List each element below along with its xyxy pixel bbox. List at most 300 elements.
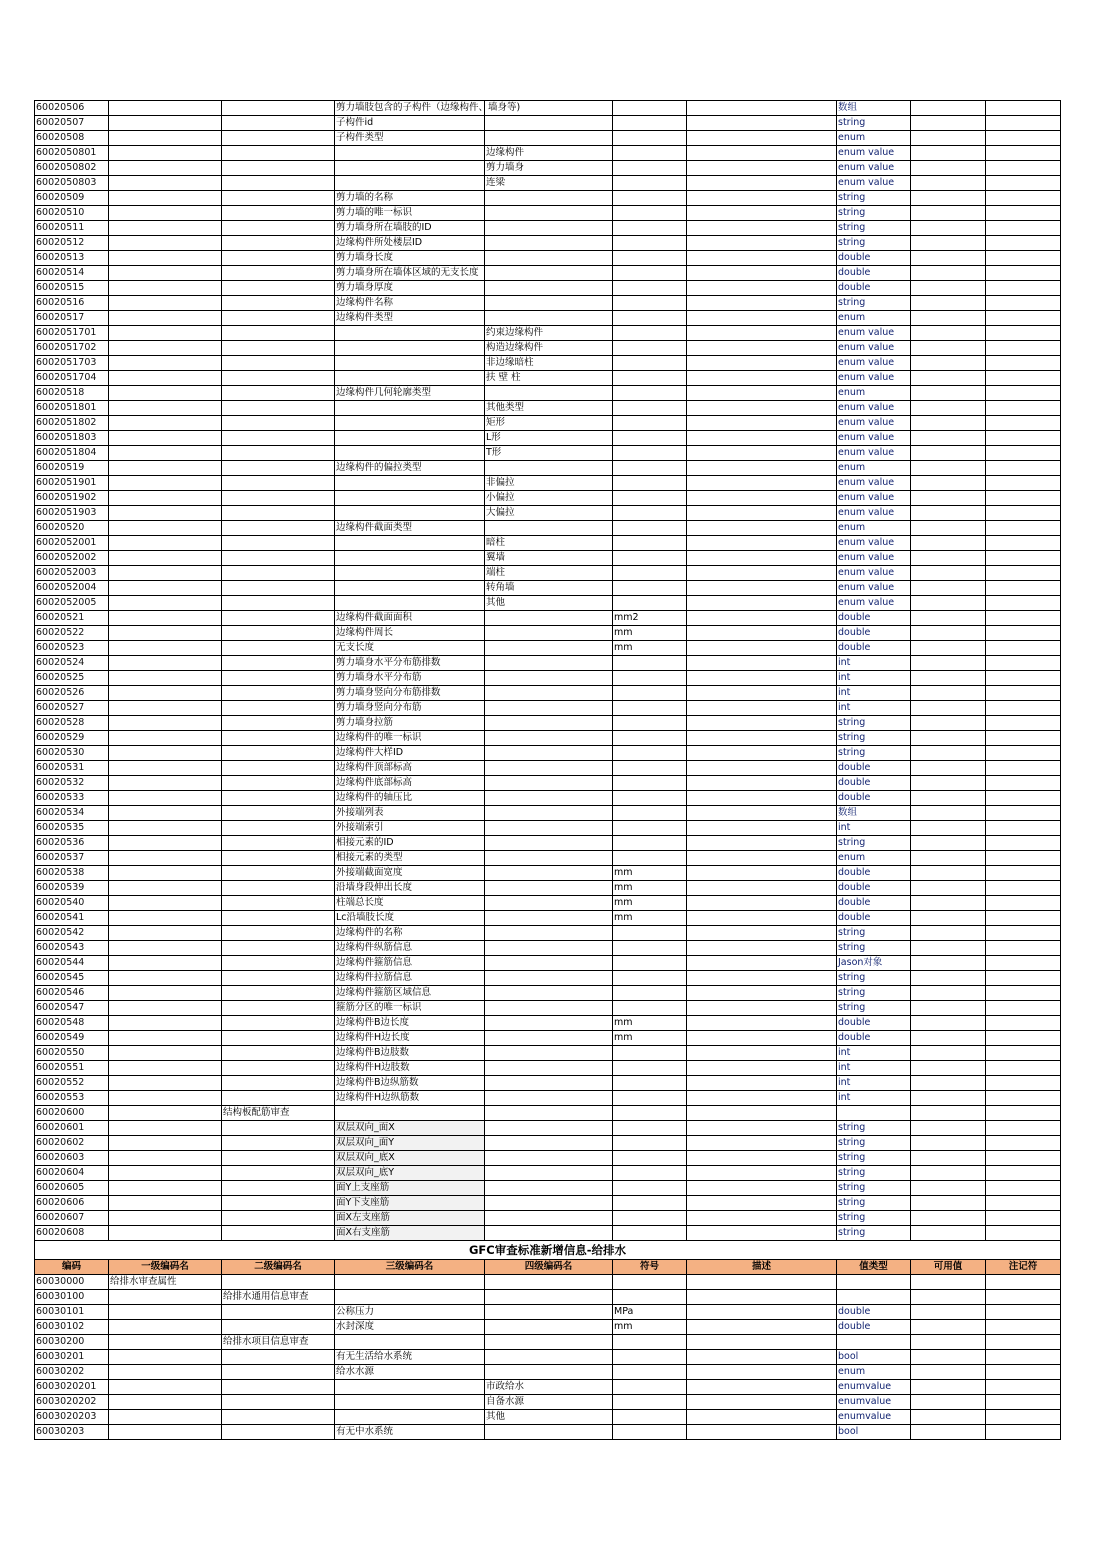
table-row	[35, 1166, 1061, 1181]
level2-cell	[222, 941, 335, 956]
table-row	[35, 266, 1061, 281]
level2-cell	[222, 191, 335, 206]
level2-cell	[222, 1031, 335, 1046]
level1-cell	[109, 1136, 222, 1151]
code-cell: 60020547	[35, 1001, 109, 1016]
value-type-cell	[837, 1275, 911, 1290]
symbol-cell	[613, 776, 687, 791]
available-value-cell	[911, 176, 986, 191]
value-type-cell: enum value	[837, 581, 911, 596]
available-value-cell	[911, 1106, 986, 1121]
level2-cell	[222, 416, 335, 431]
available-value-cell	[911, 1275, 986, 1290]
annotation-cell	[986, 1211, 1061, 1226]
level2-cell	[222, 956, 335, 971]
code-cell: 6002051701	[35, 326, 109, 341]
level3-cell: 边缘构件大样ID	[335, 746, 485, 761]
value-type-cell: int	[837, 1061, 911, 1076]
level1-cell	[109, 956, 222, 971]
annotation-cell	[986, 1365, 1061, 1380]
code-cell: 60020519	[35, 461, 109, 476]
description-cell	[687, 1380, 837, 1395]
description-cell	[687, 266, 837, 281]
level1-cell	[109, 776, 222, 791]
level3-cell	[335, 416, 485, 431]
table-row	[35, 116, 1061, 131]
table-row	[35, 686, 1061, 701]
annotation-cell	[986, 1305, 1061, 1320]
level2-cell	[222, 866, 335, 881]
code-cell: 6003020203	[35, 1410, 109, 1425]
level2-cell	[222, 221, 335, 236]
value-type-cell: string	[837, 941, 911, 956]
description-cell	[687, 1031, 837, 1046]
value-type-cell	[837, 1335, 911, 1350]
description-cell	[687, 1425, 837, 1440]
available-value-cell	[911, 1076, 986, 1091]
level3-cell	[335, 341, 485, 356]
level1-cell	[109, 176, 222, 191]
available-value-cell	[911, 791, 986, 806]
level1-cell	[109, 1001, 222, 1016]
level2-cell	[222, 881, 335, 896]
level4-cell	[485, 656, 613, 671]
description-cell	[687, 881, 837, 896]
description-cell	[687, 746, 837, 761]
symbol-cell	[613, 956, 687, 971]
table-row	[35, 536, 1061, 551]
level1-cell	[109, 371, 222, 386]
table-row	[35, 941, 1061, 956]
code-cell: 60020509	[35, 191, 109, 206]
table-row	[35, 491, 1061, 506]
available-value-cell	[911, 1365, 986, 1380]
value-type-cell: double	[837, 761, 911, 776]
annotation-cell	[986, 971, 1061, 986]
code-cell: 6002051702	[35, 341, 109, 356]
symbol-cell: mm	[613, 1016, 687, 1031]
level3-cell: 外接端列表	[335, 806, 485, 821]
level2-cell	[222, 746, 335, 761]
level3-cell: 边缘构件H边长度	[335, 1031, 485, 1046]
symbol-cell	[613, 596, 687, 611]
symbol-cell	[613, 386, 687, 401]
annotation-cell	[986, 281, 1061, 296]
symbol-cell	[613, 1061, 687, 1076]
level4-cell	[485, 941, 613, 956]
annotation-cell	[986, 1290, 1061, 1305]
table-row	[35, 611, 1061, 626]
table-row	[35, 776, 1061, 791]
table-row	[35, 1076, 1061, 1091]
annotation-cell	[986, 146, 1061, 161]
table-row	[35, 746, 1061, 761]
annotation-cell	[986, 521, 1061, 536]
value-type-cell: enum	[837, 311, 911, 326]
code-cell: 60020526	[35, 686, 109, 701]
code-cell: 60030202	[35, 1365, 109, 1380]
code-cell: 60020516	[35, 296, 109, 311]
level3-cell: 双层双向_面X	[335, 1121, 485, 1136]
description-cell	[687, 1106, 837, 1121]
level4-cell	[485, 281, 613, 296]
symbol-cell	[613, 926, 687, 941]
description-cell	[687, 296, 837, 311]
table-row	[35, 1320, 1061, 1335]
level4-cell	[485, 1121, 613, 1136]
symbol-cell	[613, 1076, 687, 1091]
table-row	[35, 1016, 1061, 1031]
level3-cell: 面X右支座筋	[335, 1226, 485, 1241]
table-row	[35, 1046, 1061, 1061]
value-type-cell: int	[837, 701, 911, 716]
available-value-cell	[911, 836, 986, 851]
code-cell: 6002052001	[35, 536, 109, 551]
value-type-cell: enum	[837, 1365, 911, 1380]
level3-cell: 面X左支座筋	[335, 1211, 485, 1226]
level3-cell	[335, 1275, 485, 1290]
level1-cell	[109, 386, 222, 401]
level2-cell	[222, 1091, 335, 1106]
level2-cell	[222, 731, 335, 746]
code-cell: 60020608	[35, 1226, 109, 1241]
level2-cell	[222, 506, 335, 521]
available-value-cell	[911, 941, 986, 956]
table-row	[35, 1275, 1061, 1290]
level4-cell: 非偏拉	[485, 476, 613, 491]
table-row	[35, 341, 1061, 356]
table-row	[35, 101, 1061, 116]
code-cell: 60020546	[35, 986, 109, 1001]
annotation-cell	[986, 866, 1061, 881]
annotation-cell	[986, 311, 1061, 326]
annotation-cell	[986, 761, 1061, 776]
table-row	[35, 641, 1061, 656]
level2-cell	[222, 1151, 335, 1166]
available-value-cell	[911, 236, 986, 251]
code-cell: 60020507	[35, 116, 109, 131]
level3-cell: 无支长度	[335, 641, 485, 656]
level3-cell	[335, 161, 485, 176]
symbol-cell	[613, 746, 687, 761]
level1-cell	[109, 401, 222, 416]
description-cell	[687, 1410, 837, 1425]
level2-cell	[222, 1181, 335, 1196]
value-type-cell: double	[837, 1305, 911, 1320]
annotation-cell	[986, 416, 1061, 431]
level4-cell	[485, 1305, 613, 1320]
description-cell	[687, 701, 837, 716]
level4-cell	[485, 821, 613, 836]
level3-cell: 边缘构件B边纵筋数	[335, 1076, 485, 1091]
description-cell	[687, 941, 837, 956]
level1-cell	[109, 1031, 222, 1046]
level3-cell	[335, 596, 485, 611]
symbol-cell	[613, 971, 687, 986]
annotation-cell	[986, 131, 1061, 146]
available-value-cell	[911, 821, 986, 836]
description-cell	[687, 1061, 837, 1076]
level2-cell	[222, 761, 335, 776]
annotation-cell	[986, 656, 1061, 671]
table-row	[35, 221, 1061, 236]
level4-cell: 扶 壁 柱	[485, 371, 613, 386]
available-value-cell	[911, 956, 986, 971]
code-cell: 6002051802	[35, 416, 109, 431]
description-cell	[687, 1365, 837, 1380]
level1-cell	[109, 1121, 222, 1136]
level1-cell	[109, 1226, 222, 1241]
value-type-cell: string	[837, 191, 911, 206]
table-row	[35, 1410, 1061, 1425]
level2-cell	[222, 1061, 335, 1076]
level1-cell	[109, 1380, 222, 1395]
level4-cell	[485, 116, 613, 131]
description-cell	[687, 911, 837, 926]
annotation-cell	[986, 446, 1061, 461]
level4-cell	[485, 1425, 613, 1440]
table-row	[35, 446, 1061, 461]
level1-cell	[109, 671, 222, 686]
description-cell	[687, 281, 837, 296]
spreadsheet-page	[34, 100, 1060, 1440]
level2-cell: 给排水通用信息审查	[222, 1290, 335, 1305]
available-value-cell	[911, 1001, 986, 1016]
symbol-cell	[613, 1425, 687, 1440]
code-cell: 6002051704	[35, 371, 109, 386]
level2-cell	[222, 611, 335, 626]
level2-cell	[222, 1076, 335, 1091]
value-type-cell: enum value	[837, 536, 911, 551]
table-row	[35, 551, 1061, 566]
symbol-cell	[613, 1380, 687, 1395]
symbol-cell	[613, 176, 687, 191]
level1-cell	[109, 1305, 222, 1320]
table-row	[35, 161, 1061, 176]
level2-cell	[222, 791, 335, 806]
table-row	[35, 1196, 1061, 1211]
level2-cell	[222, 1211, 335, 1226]
symbol-cell: MPa	[613, 1305, 687, 1320]
annotation-cell	[986, 1076, 1061, 1091]
level2-cell	[222, 1196, 335, 1211]
level3-cell: 面Y上支座筋	[335, 1181, 485, 1196]
annotation-cell	[986, 881, 1061, 896]
table-row	[35, 1091, 1061, 1106]
level2-cell	[222, 101, 335, 116]
annotation-cell	[986, 371, 1061, 386]
value-type-cell: double	[837, 266, 911, 281]
code-cell: 60020511	[35, 221, 109, 236]
symbol-cell	[613, 1365, 687, 1380]
level4-cell	[485, 1196, 613, 1211]
value-type-cell: string	[837, 236, 911, 251]
description-cell	[687, 926, 837, 941]
table-row	[35, 881, 1061, 896]
level2-cell	[222, 926, 335, 941]
code-cell: 60020525	[35, 671, 109, 686]
level3-cell: 边缘构件箍筋区域信息	[335, 986, 485, 1001]
table-row	[35, 431, 1061, 446]
description-cell	[687, 956, 837, 971]
description-cell	[687, 116, 837, 131]
table-row	[35, 1290, 1061, 1305]
level4-cell: 端柱	[485, 566, 613, 581]
level1-cell	[109, 1350, 222, 1365]
symbol-cell	[613, 311, 687, 326]
level1-cell	[109, 1365, 222, 1380]
available-value-cell	[911, 1196, 986, 1211]
value-type-cell: enum	[837, 131, 911, 146]
level3-cell: 剪力墙肢包含的子构件（边缘构件、墙身等)	[335, 101, 485, 116]
level1-cell	[109, 566, 222, 581]
code-cell: 60020541	[35, 911, 109, 926]
symbol-cell	[613, 461, 687, 476]
level3-cell: 边缘构件的轴压比	[335, 791, 485, 806]
symbol-cell	[613, 401, 687, 416]
code-cell: 60020551	[35, 1061, 109, 1076]
description-cell	[687, 596, 837, 611]
code-cell: 60020603	[35, 1151, 109, 1166]
level4-cell	[485, 896, 613, 911]
header-row	[35, 1260, 1061, 1275]
level2-cell	[222, 1395, 335, 1410]
annotation-cell	[986, 941, 1061, 956]
symbol-cell: mm2	[613, 611, 687, 626]
level1-cell	[109, 896, 222, 911]
code-cell: 60020548	[35, 1016, 109, 1031]
available-value-cell	[911, 596, 986, 611]
table-row	[35, 146, 1061, 161]
available-value-cell	[911, 386, 986, 401]
code-cell: 60020514	[35, 266, 109, 281]
level3-cell: 双层双向_底Y	[335, 1166, 485, 1181]
table-row	[35, 461, 1061, 476]
table-row	[35, 866, 1061, 881]
description-cell	[687, 581, 837, 596]
level4-cell	[485, 1335, 613, 1350]
value-type-cell: enum value	[837, 161, 911, 176]
level4-cell	[485, 1166, 613, 1181]
value-type-cell: enumvalue	[837, 1380, 911, 1395]
level2-cell	[222, 296, 335, 311]
level2-cell	[222, 236, 335, 251]
description-cell	[687, 146, 837, 161]
level2-cell	[222, 686, 335, 701]
level3-cell: 边缘构件截面面积	[335, 611, 485, 626]
description-cell	[687, 476, 837, 491]
description-cell	[687, 1076, 837, 1091]
description-cell	[687, 986, 837, 1001]
description-cell	[687, 671, 837, 686]
annotation-cell	[986, 206, 1061, 221]
level3-cell: 相接元素的ID	[335, 836, 485, 851]
level4-cell	[485, 221, 613, 236]
code-cell: 60020553	[35, 1091, 109, 1106]
level2-cell	[222, 971, 335, 986]
code-cell: 60020522	[35, 626, 109, 641]
available-value-cell	[911, 1016, 986, 1031]
level3-cell	[335, 1395, 485, 1410]
table-row	[35, 731, 1061, 746]
table-row	[35, 1001, 1061, 1016]
value-type-cell: string	[837, 971, 911, 986]
available-value-cell	[911, 521, 986, 536]
level4-cell	[485, 1226, 613, 1241]
level1-cell	[109, 1335, 222, 1350]
level1-cell	[109, 626, 222, 641]
level4-cell	[485, 1136, 613, 1151]
table-row	[35, 911, 1061, 926]
level1-cell	[109, 296, 222, 311]
value-type-cell: double	[837, 896, 911, 911]
level1-cell	[109, 326, 222, 341]
level4-cell	[485, 1061, 613, 1076]
symbol-cell	[613, 371, 687, 386]
level4-cell	[485, 956, 613, 971]
table-row	[35, 206, 1061, 221]
level1-cell	[109, 311, 222, 326]
level3-cell	[335, 1410, 485, 1425]
level4-cell	[485, 626, 613, 641]
symbol-cell: mm	[613, 641, 687, 656]
value-type-cell: enum value	[837, 476, 911, 491]
description-cell	[687, 806, 837, 821]
level1-cell	[109, 941, 222, 956]
symbol-cell	[613, 161, 687, 176]
description-cell	[687, 1226, 837, 1241]
annotation-cell	[986, 461, 1061, 476]
symbol-cell	[613, 1121, 687, 1136]
level1-cell	[109, 146, 222, 161]
table-row	[35, 626, 1061, 641]
level2-cell	[222, 1365, 335, 1380]
annotation-cell	[986, 896, 1061, 911]
value-type-cell: int	[837, 656, 911, 671]
level1-cell	[109, 1151, 222, 1166]
value-type-cell: enum	[837, 461, 911, 476]
column-header: 描述	[687, 1260, 837, 1275]
level1-cell	[109, 281, 222, 296]
code-cell: 60020512	[35, 236, 109, 251]
value-type-cell: string	[837, 116, 911, 131]
level1-cell	[109, 506, 222, 521]
code-cell: 60020535	[35, 821, 109, 836]
available-value-cell	[911, 746, 986, 761]
annotation-cell	[986, 1181, 1061, 1196]
level4-cell	[485, 1076, 613, 1091]
annotation-cell	[986, 1350, 1061, 1365]
description-cell	[687, 536, 837, 551]
level4-cell	[485, 806, 613, 821]
code-cell: 6002051804	[35, 446, 109, 461]
symbol-cell: mm	[613, 1320, 687, 1335]
symbol-cell	[613, 941, 687, 956]
symbol-cell	[613, 521, 687, 536]
level3-cell: 外接端索引	[335, 821, 485, 836]
available-value-cell	[911, 416, 986, 431]
description-cell	[687, 866, 837, 881]
level1-cell	[109, 476, 222, 491]
available-value-cell	[911, 1320, 986, 1335]
level2-cell	[222, 131, 335, 146]
description-cell	[687, 356, 837, 371]
level2-cell	[222, 371, 335, 386]
table-row	[35, 1181, 1061, 1196]
level3-cell: 边缘构件H边肢数	[335, 1061, 485, 1076]
code-cell: 60020602	[35, 1136, 109, 1151]
table-row	[35, 1211, 1061, 1226]
